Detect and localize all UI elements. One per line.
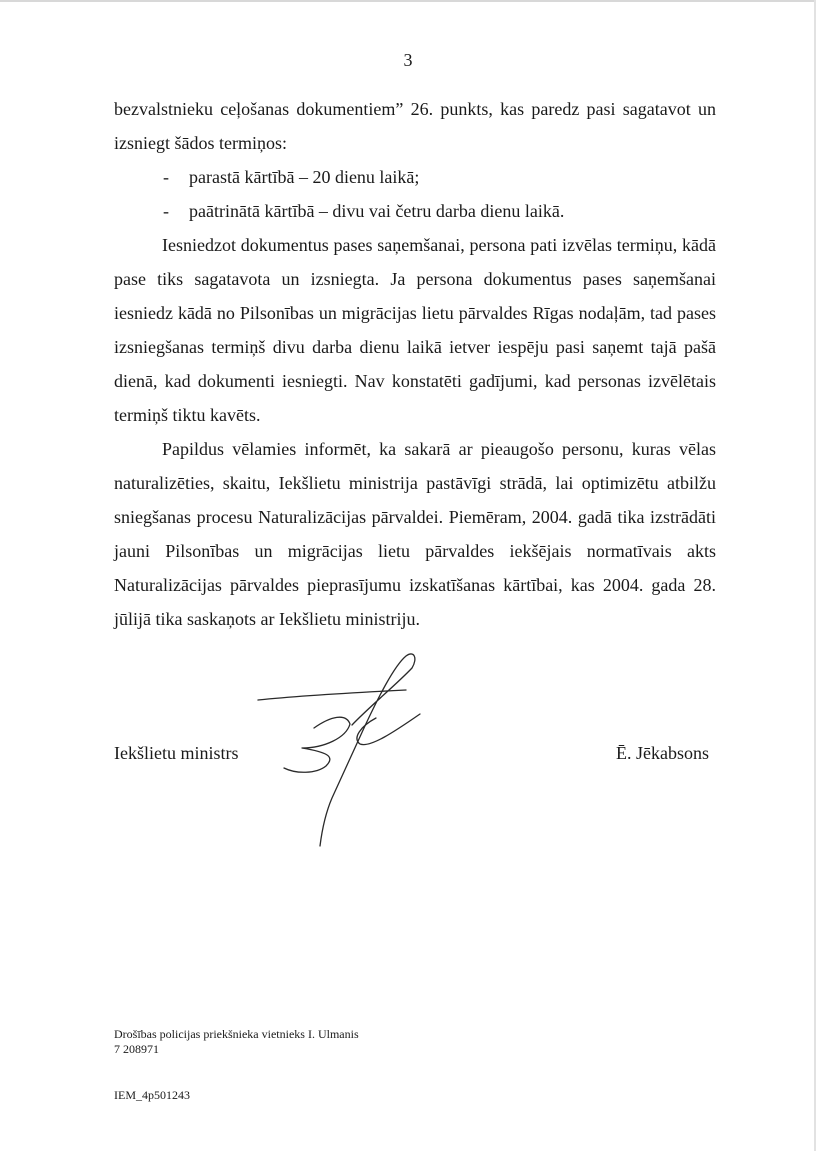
scan-edge-top <box>0 0 816 2</box>
list-item <box>114 160 716 194</box>
footer-phone: 7 208971 <box>114 1042 159 1056</box>
paragraph-submission-terms: Iesniedzot dokumentus pases saņemšanai, persona pati izvēlas termiņu, kādā pase tiks sagatavota un izsniegta. Ja persona dokumentus pases saņemšanai iesniedz kādā no Pilsonības un migrācijas lietu pārvaldes Rīgas nodaļām, tad pases izsniegšanas termiņš divu darba dienu laikā ietver iespēju pasi saņemt tajā pašā dienā, kad dokumenti iesniegti. Nav konstatēti gadījumi, kad personas izvēlētais termiņš tiktu kavēts. <box>114 235 716 425</box>
dash-bullet: - <box>163 201 169 221</box>
intro-paragraph: bezvalstnieku ceļošanas dokumentiem” 26. punkts, kas paredz pasi sagatavot un izsniegt šādos termiņos: <box>114 99 716 153</box>
footer-author: Drošības policijas priekšnieka vietnieks I. Ulmanis <box>114 1027 359 1041</box>
paragraph-naturalization: Papildus vēlamies informēt, ka sakarā ar pieaugošo personu, kuras vēlas naturalizēties, skaitu, Iekšlietu ministrija pastāvīgi strādā, lai optimizētu atbilžu sniegšanas procesu Naturalizācijas pārvaldei. Piemēram, 2004. gadā tika izstrādāti jauni Pilsonības un migrācijas lietu pārvaldes iekšējais normatīvais akts Naturalizācijas pārvaldes pieprasījumu izskatīšanas kārtībai, kas 2004. gada 28. jūlijā tika saskaņots ar Iekšlietu ministriju. <box>114 439 716 629</box>
signatory-name: Ē. Jēkabsons <box>616 743 709 763</box>
signatory-title: Iekšlietu ministrs <box>114 743 239 763</box>
list-item-text: parastā kārtībā – 20 dienu laikā; <box>189 167 420 187</box>
list-item <box>114 194 716 228</box>
document-id: IEM_4p501243 <box>114 1088 190 1102</box>
handwritten-signature <box>256 648 446 848</box>
page-number: 3 <box>403 50 413 70</box>
dash-bullet: - <box>163 167 169 187</box>
list-item-text: paātrinātā kārtībā – divu vai četru darba dienu laikā. <box>189 201 565 221</box>
deadline-list <box>114 160 716 228</box>
letter-body <box>114 92 716 636</box>
